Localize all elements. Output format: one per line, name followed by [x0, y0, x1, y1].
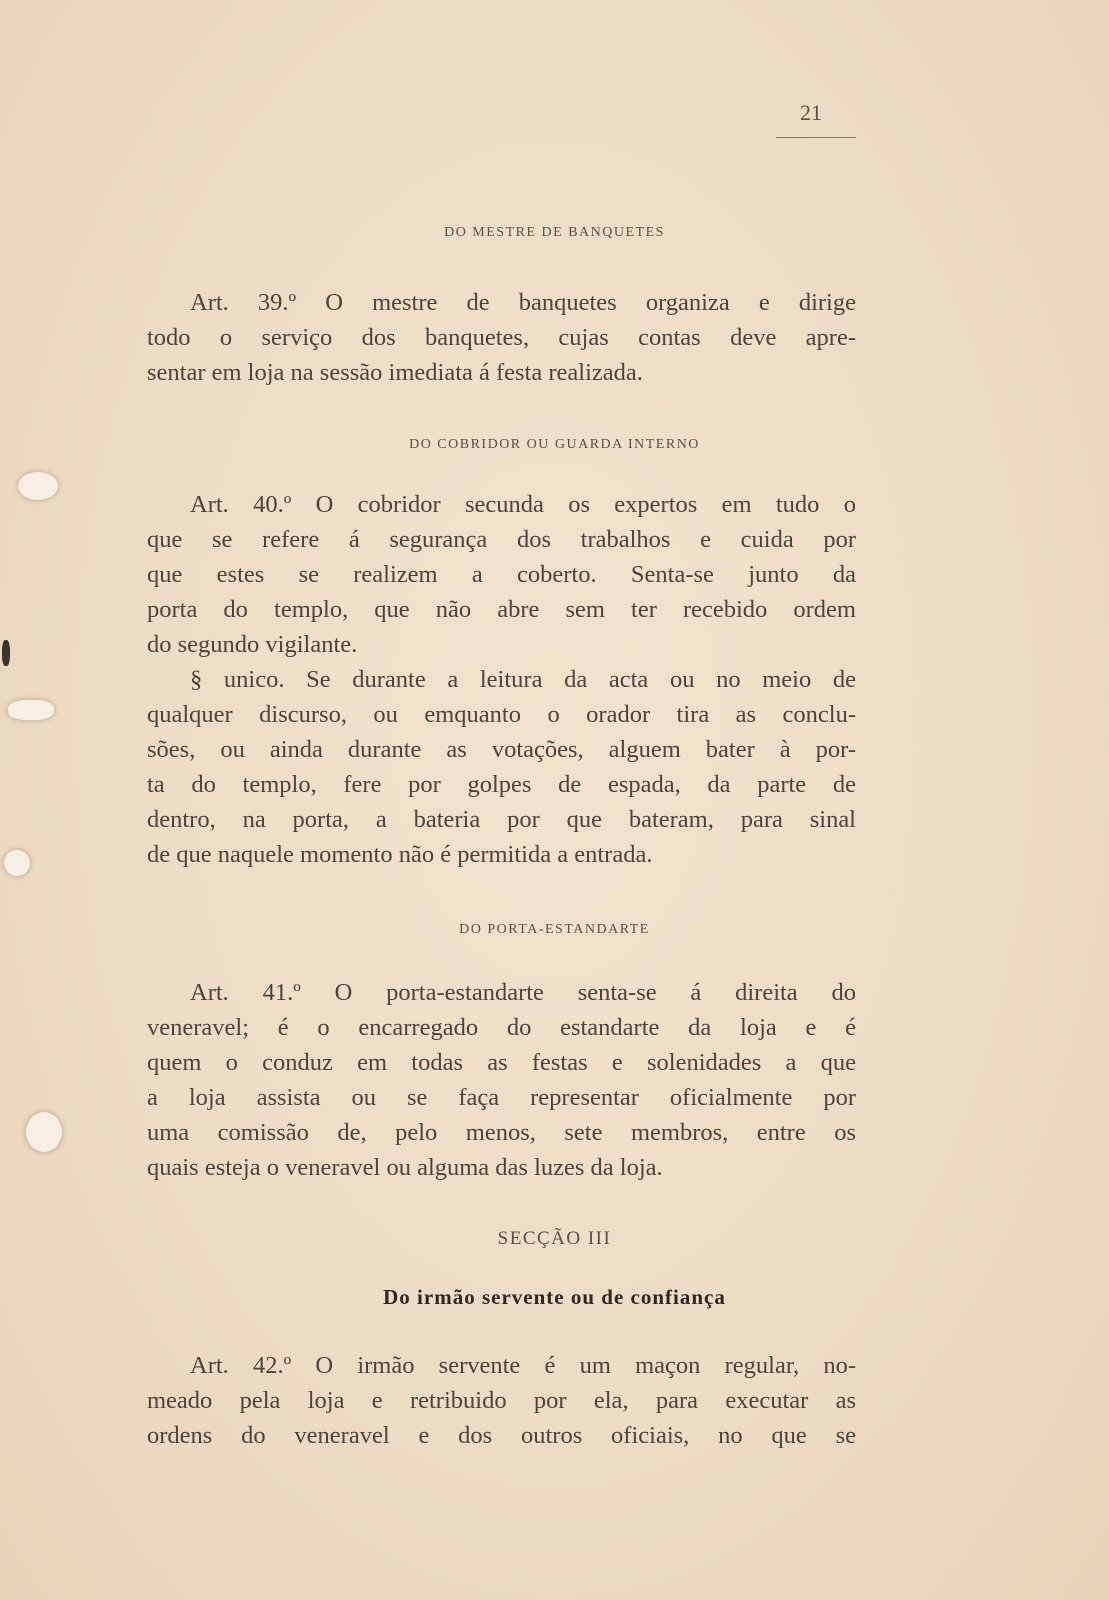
text-line: ordens do veneravel e dos outros oficiais, no que se [147, 1422, 856, 1449]
text-line: veneravel; é o encarregado do estandarte da loja e é [147, 1014, 856, 1041]
text-line: de que naquele momento não é permitida a entrada. [147, 841, 653, 868]
text-line: Art. 40.º O cobridor secunda os expertos em tudo o [190, 491, 856, 518]
section-heading-cobridor: DO COBRIDOR OU GUARDA INTERNO [409, 437, 700, 452]
text-line: Art. 42.º O irmão servente é um maçon regular, no- [190, 1352, 856, 1379]
page-tear-mark [2, 640, 10, 666]
page-hole-mark [4, 850, 30, 876]
article-42 [147, 1348, 856, 1453]
text-line: porta do templo, que não abre sem ter recebido ordem [147, 596, 856, 623]
text-line: que se refere á segurança dos trabalhos e cuida por [147, 526, 856, 553]
text-line: quais esteja o veneravel ou alguma das luzes da loja. [147, 1154, 663, 1181]
page-hole-mark [8, 700, 54, 720]
text-line: Art. 39.º O mestre de banquetes organiza e dirige [190, 289, 856, 316]
section-heading-seccao-iii: SECÇÃO III [497, 1228, 612, 1249]
section-subheading-irmao-servente: Do irmão servente ou de confiança [383, 1285, 726, 1309]
text-line: dentro, na porta, a bateria por que bateram, para sinal [147, 806, 856, 833]
page-hole-mark [18, 472, 58, 500]
text-line: sentar em loja na sessão imediata á festa realizada. [147, 359, 643, 386]
text-line: meado pela loja e retribuido por ela, para executar as [147, 1387, 856, 1414]
section-heading-banquetes: DO MESTRE DE BANQUETES [444, 225, 665, 240]
article-40 [147, 487, 856, 872]
section-heading-porta-estandarte: DO PORTA-ESTANDARTE [459, 922, 650, 937]
text-line: que estes se realizem a coberto. Senta-se junto da [147, 561, 856, 588]
page-number-rule [776, 137, 856, 138]
text-line: Art. 41.º O porta-estandarte senta-se á direita do [190, 979, 856, 1006]
text-line: sões, ou ainda durante as votações, alguem bater à por- [147, 736, 856, 763]
text-line: uma comissão de, pelo menos, sete membros, entre os [147, 1119, 856, 1146]
text-line: ta do templo, fere por golpes de espada, da parte de [147, 771, 856, 798]
article-41 [147, 975, 856, 1185]
text-line: todo o serviço dos banquetes, cujas contas deve apre- [147, 324, 856, 351]
text-line: qualquer discurso, ou emquanto o orador tira as conclu- [147, 701, 856, 728]
page-number: 21 [800, 100, 822, 125]
text-line: quem o conduz em todas as festas e solenidades a que [147, 1049, 856, 1076]
article-39 [147, 285, 856, 390]
text-line: § unico. Se durante a leitura da acta ou no meio de [190, 666, 856, 693]
text-line: do segundo vigilante. [147, 631, 358, 658]
text-line: a loja assista ou se faça representar oficialmente por [147, 1084, 856, 1111]
page-hole-mark [26, 1112, 62, 1152]
